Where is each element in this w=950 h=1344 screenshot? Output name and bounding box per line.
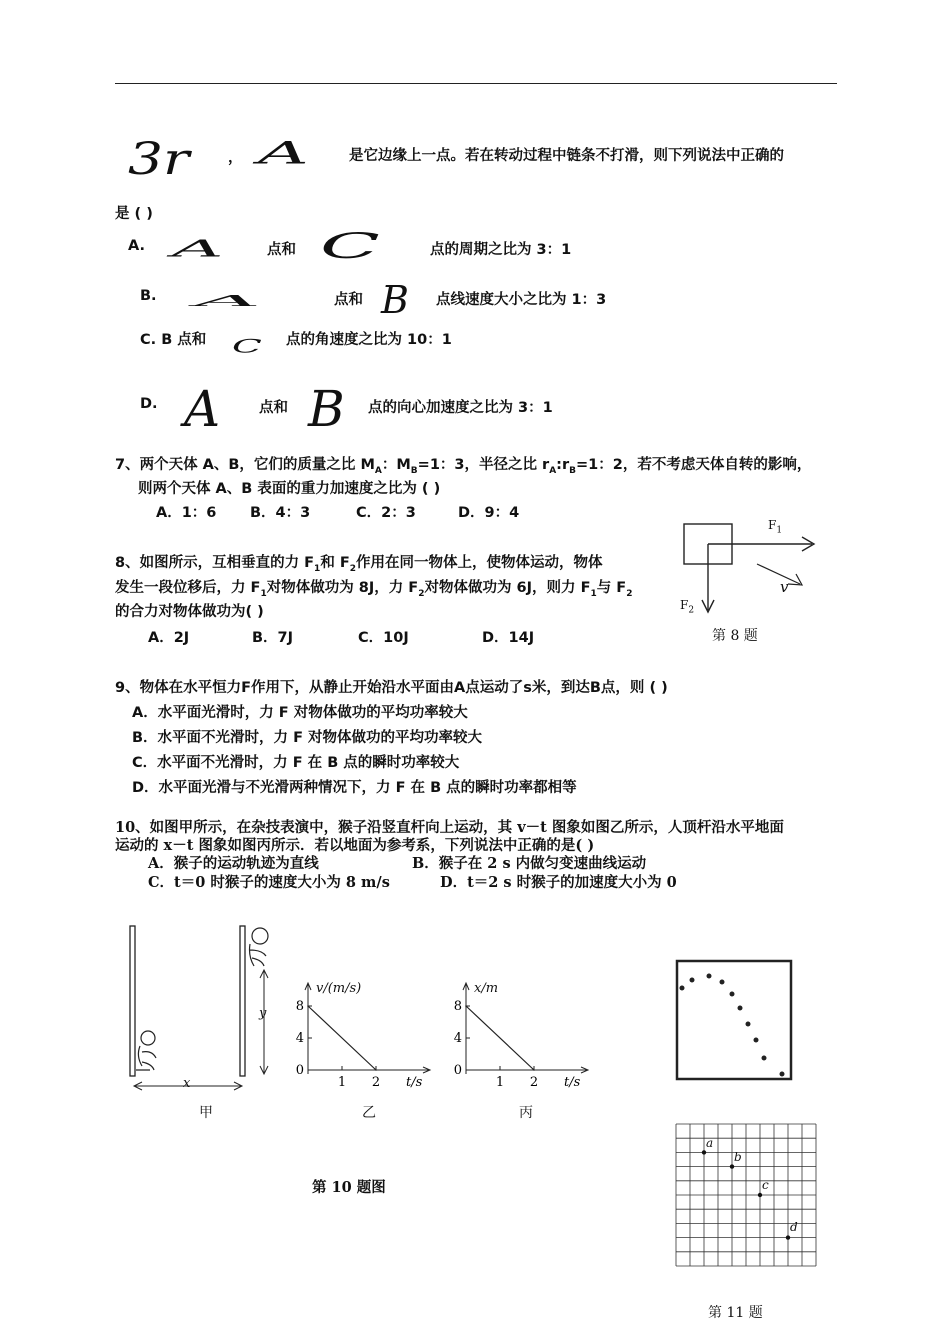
q6b-symbol-A: A: [195, 292, 262, 310]
q9-option-b: B．水平面不光滑时，力 F 对物体做功的平均功率较大: [132, 730, 483, 746]
q11-grid: [674, 1122, 819, 1270]
q6a-text1: 点和: [267, 242, 296, 258]
data-point: [533, 1069, 535, 1071]
x-tick-label: 2: [371, 1075, 381, 1090]
data-line: [466, 1006, 534, 1070]
q7-option-b: B．4：3: [250, 505, 311, 521]
data-point: [465, 1005, 467, 1007]
q11-caption: 第 11 题: [708, 1305, 763, 1321]
grid-label-b: b: [734, 1150, 742, 1164]
chart-yi-ylabel: v/(m/s): [316, 981, 362, 996]
q11-dot-trail: [680, 974, 785, 1077]
header-rule: [115, 83, 837, 84]
x-tick-label: 1: [495, 1075, 505, 1090]
q10-caption: 第 10 题图: [312, 1179, 386, 1196]
q10-option-b: B．猴子在 2 s 内做匀变速曲线运动: [412, 855, 647, 872]
q6b-symbol-B: B: [381, 278, 409, 322]
y-tick-label: 4: [453, 1031, 462, 1046]
y-tick-label: 8: [295, 999, 304, 1014]
jia-label-y: y: [259, 1006, 267, 1021]
q6c-text1: 点的角速度之比为 10：1: [286, 332, 452, 348]
caption-bing: 丙: [519, 1105, 533, 1121]
q7-stem-line2: 则两个天体 A、B 表面的重力加速度之比为 ( ): [138, 481, 441, 497]
y-tick-label: 8: [453, 999, 462, 1014]
monkey-bottom-icon: [136, 1031, 156, 1070]
q8-option-a: A．2J: [148, 630, 190, 646]
data-point: [375, 1069, 377, 1071]
q6-option-c-label: C. B 点和: [140, 332, 207, 348]
x-axis-label: t/s: [564, 1075, 581, 1090]
q6-option-d-label: D.: [140, 396, 158, 412]
fragment-line2: 是 ( ): [115, 206, 153, 222]
q9-option-a: A．水平面光滑时，力 F 对物体做功的平均功率较大: [132, 705, 468, 721]
y-tick-label: 0: [295, 1063, 304, 1078]
symbol-A: A: [258, 135, 309, 172]
q8-stem-line3: 的合力对物体做功为( ): [115, 604, 264, 620]
q6d-symbol-B: B: [308, 380, 345, 438]
grid-point: [786, 1235, 790, 1239]
x-tick-label: 1: [337, 1075, 347, 1090]
caption-yi: 乙: [362, 1105, 376, 1121]
q7-option-c: C．2：3: [356, 505, 416, 521]
q8-label-v: v: [780, 578, 789, 596]
chart-bing: [448, 980, 598, 1090]
x-axis-label: t/s: [406, 1075, 423, 1090]
q9-option-c: C．水平面不光滑时，力 F 在 B 点的瞬时功率较大: [132, 755, 460, 771]
q8-stem-line1: 8、如图所示，互相垂直的力 $F_1$和 $F_2$作用在同一物体上，使物体运动，物体: [115, 555, 603, 574]
q7-stem-line1: 7、两个天体 A、B，它们的质量之比 $M_A$：$M_B=1$：3，半径之比 $r_A:r_B=1$：2，若不考虑天体自转的影响，: [115, 457, 812, 476]
q6a-symbol-C: C: [320, 225, 380, 267]
q10-option-d: D．t＝2 s 时猴子的加速度大小为 0: [440, 874, 677, 891]
data-line: [308, 1006, 376, 1070]
grid-label-c: c: [762, 1178, 769, 1192]
grid-point: [758, 1193, 762, 1197]
q6c-symbol-C: C: [232, 336, 262, 358]
q7-option-d: D．9：4: [458, 505, 520, 521]
grid-point: [702, 1150, 706, 1154]
q6-option-a-label: A.: [128, 238, 145, 254]
q8-stem-line2: 发生一段位移后，力 $F_1$对物体做功为 8J，力 $F_2$对物体做功为 6J，则力 $F_1$与 $F_2$: [115, 580, 633, 599]
q8-option-b: B．7J: [252, 630, 294, 646]
grid-label-d: d: [790, 1220, 798, 1234]
jia-label-x: x: [183, 1076, 191, 1091]
q8-option-c: C．10J: [358, 630, 409, 646]
x-tick-label: 2: [529, 1075, 539, 1090]
q10-stem-line1: 10、如图甲所示，在杂技表演中，猴子沿竖直杆向上运动，其 v－t 图象如图乙所示，人顶杆沿水平地面: [115, 819, 784, 836]
y-tick-label: 4: [295, 1031, 304, 1046]
y-tick-label: 0: [453, 1063, 462, 1078]
q9-option-d: D．水平面光滑与不光滑两种情况下，力 F 在 B 点的瞬时功率都相等: [132, 780, 577, 796]
q6b-text2: 点线速度大小之比为 1：3: [436, 292, 607, 308]
monkey-top-icon: [250, 928, 269, 966]
chart-bing-ylabel: x/m: [474, 981, 499, 996]
grid-label-a: a: [706, 1136, 714, 1150]
fragment-tail: 是它边缘上一点。若在转动过程中链条不打滑，则下列说法中正确的: [349, 148, 784, 164]
q10-option-a: A．猴子的运动轨迹为直线: [148, 855, 319, 872]
q6a-text2: 点的周期之比为 3：1: [430, 242, 572, 258]
q6-option-b-label: B.: [140, 288, 157, 304]
q8-caption: 第 8 题: [712, 628, 758, 644]
q11-photo-frame: [664, 958, 799, 1083]
q7-option-a: A．1：6: [156, 505, 217, 521]
grid-point: [730, 1164, 734, 1168]
q6d-text2: 点的向心加速度之比为 3：1: [368, 400, 553, 416]
comma: ，: [228, 150, 243, 166]
caption-jia: 甲: [199, 1105, 213, 1121]
symbol-3r: 3r: [128, 134, 190, 185]
q9-stem: 9、物体在水平恒力F作用下，从静止开始沿水平面由A点运动了s米，到达B点，则 ( ): [115, 680, 668, 696]
q6a-symbol-A: A: [172, 235, 224, 262]
q8-label-F2: $F_2$: [680, 598, 695, 616]
chart-yi: [290, 980, 440, 1090]
q6d-text1: 点和: [259, 400, 288, 416]
q6d-symbol-A: A: [184, 380, 221, 438]
q10-stem-line2: 运动的 x－t 图象如图丙所示．若以地面为参考系，下列说法中正确的是( ): [115, 837, 595, 854]
q10-option-c: C．t＝0 时猴子的速度大小为 8 m/s: [148, 874, 390, 891]
q6b-text1: 点和: [334, 292, 363, 308]
q8-label-F1: $F_1$: [768, 518, 783, 536]
data-point: [307, 1005, 309, 1007]
q8-option-d: D．14J: [482, 630, 535, 646]
q8-force-diagram: [672, 514, 832, 624]
